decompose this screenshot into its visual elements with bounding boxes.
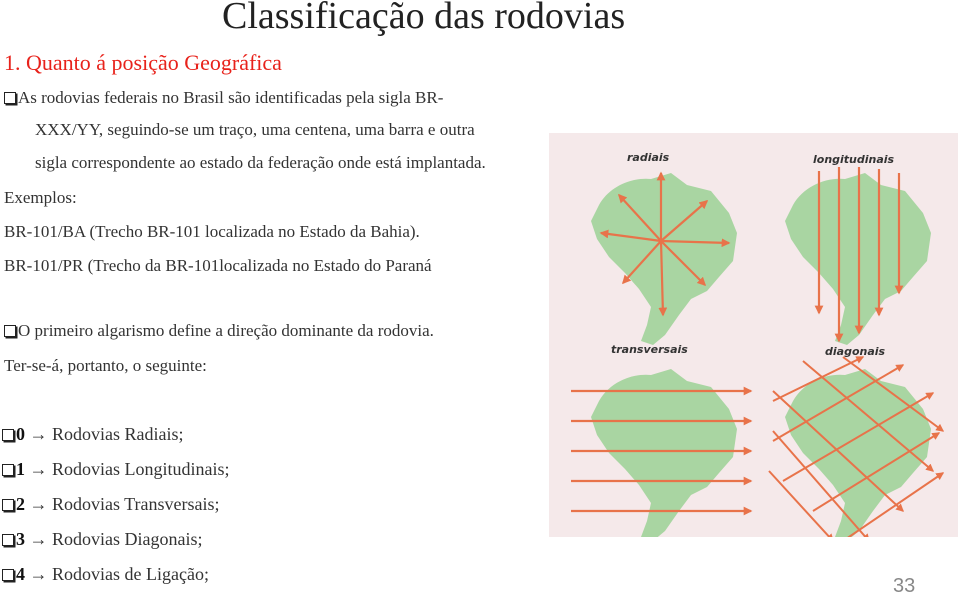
checkbox-bullet-icon (2, 464, 14, 476)
longitudinal-map (785, 167, 931, 345)
list-item: 2 → Rodovias Transversais; (2, 494, 220, 515)
checkbox-bullet-icon (2, 499, 14, 511)
intro-line-2: XXX/YY, seguindo-se um traço, uma centena, uma barra e outra (35, 120, 475, 139)
intro-line-1: As rodovias federais no Brasil são identificadas pela sigla BR- (4, 88, 443, 108)
example-1: BR-101/BA (Trecho BR-101 localizada no Estado da Bahia). (4, 222, 420, 241)
section-subtitle: 1. Quanto á posição Geográfica (4, 50, 282, 75)
rule-line-1: O primeiro algarismo define a direção dominante da rodovia. (4, 321, 434, 341)
example-2: BR-101/PR (Trecho da BR-101localizada no Estado do Paraná (4, 256, 432, 275)
page-number: 33 (893, 575, 916, 597)
rule-line-2: Ter-se-á, portanto, o seguinte: (4, 356, 207, 375)
checkbox-bullet-icon (2, 569, 14, 581)
list-item: 0 → Rodovias Radiais; (2, 424, 184, 445)
brazil-maps-illustration (549, 133, 958, 537)
label-transversais: transversais (611, 343, 688, 356)
list-item: 1 → Rodovias Longitudinais; (2, 459, 230, 480)
label-diagonais: diagonais (825, 345, 886, 358)
checkbox-bullet-icon (4, 325, 16, 337)
radial-map (591, 173, 737, 345)
checkbox-bullet-icon (2, 534, 14, 546)
slide-title: Classificação das rodovias (222, 0, 626, 37)
diagonal-map (769, 357, 943, 537)
checkbox-bullet-icon (4, 92, 16, 104)
label-longitudinais: longitudinais (813, 153, 895, 166)
highway-types-figure (549, 133, 958, 537)
examples-heading: Exemplos: (4, 188, 77, 207)
list-item: 4 → Rodovias de Ligação; (2, 564, 209, 585)
transversal-map (571, 369, 751, 537)
checkbox-bullet-icon (2, 429, 14, 441)
intro-line-3: sigla correspondente ao estado da federação onde está implantada. (35, 153, 486, 172)
list-item: 3 → Rodovias Diagonais; (2, 529, 203, 550)
label-radiais: radiais (627, 151, 670, 164)
